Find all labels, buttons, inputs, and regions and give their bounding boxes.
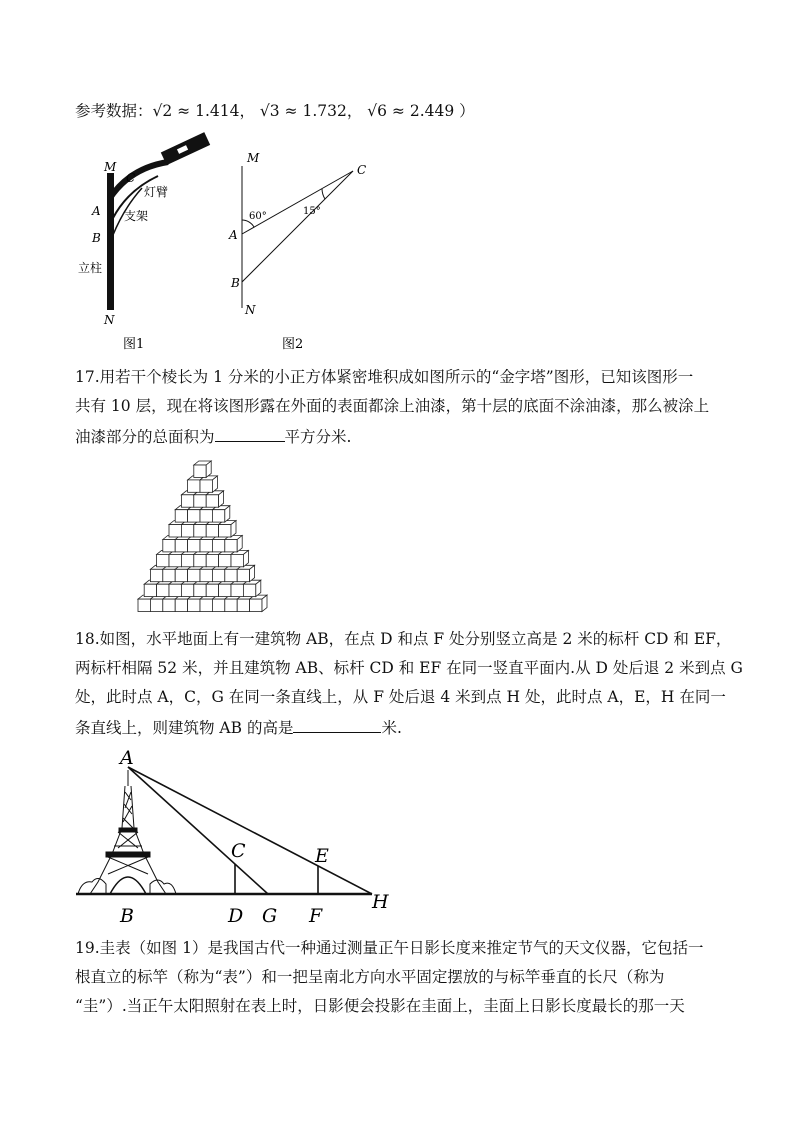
- q18-answer-blank: [293, 716, 381, 733]
- label-B: B: [231, 276, 240, 290]
- q18-text-after: 米.: [381, 719, 402, 737]
- cube: [212, 506, 229, 522]
- cube: [243, 580, 260, 596]
- pyramid-figure: [70, 448, 330, 618]
- label-angle-60: 60°: [249, 211, 267, 222]
- line-BC: [242, 171, 353, 282]
- caption-fig1: 图1: [123, 337, 145, 352]
- label-A: A: [120, 747, 134, 769]
- label-M: M: [247, 151, 260, 165]
- cube: [194, 461, 211, 477]
- cube: [237, 565, 254, 581]
- q19-line-3: “圭”）.当正午太阳照射在表上时，日影便会投影在圭面上，圭面上日影长度最长的那一天: [75, 997, 685, 1015]
- q17-text-before: 油漆部分的总面积为: [75, 428, 215, 446]
- label-bracket: 支架: [124, 209, 149, 223]
- q17-line-3: [75, 425, 735, 447]
- label-B: B: [120, 905, 134, 927]
- cube: [231, 550, 248, 566]
- q17-line-1: 17.用若干个棱长为 1 分米的小正方体紧密堆积成如图所示的“金字塔”图形，已知该图形一: [75, 368, 694, 386]
- caption-fig2: 图2: [282, 337, 304, 352]
- label-A: A: [92, 204, 101, 218]
- label-H: H: [372, 891, 389, 913]
- cube: [225, 536, 242, 552]
- q17-answer-blank: [215, 425, 285, 442]
- angle-arc-15: [322, 189, 325, 199]
- label-angle-15: 15°: [303, 206, 321, 217]
- lamp-head: [161, 132, 210, 165]
- q18-line-1: 18.如图，水平地面上有一建筑物 AB，在点 D 和点 F 处分别竖立高是 2 米的标杆 CD 和 EF，: [75, 630, 732, 648]
- label-C: C: [126, 171, 136, 185]
- q19-line-1: 19.圭表（如图 1）是我国古代一种通过测量正午日影长度来推定节气的天文仪器，它包括一: [75, 939, 704, 957]
- label-pole: 立柱: [78, 261, 103, 275]
- cube: [219, 521, 236, 537]
- label-D: D: [228, 905, 244, 927]
- q18-line-3: 处，此时点 A，C，G 在同一条直线上，从 F 处后退 4 米到点 H 处，此时点 A，E，H 在同一: [75, 688, 726, 706]
- figure-16-1: [70, 138, 220, 353]
- label-G: G: [262, 905, 278, 927]
- line-A-G: [128, 767, 268, 894]
- label-arm: 灯臂: [144, 185, 169, 199]
- label-A: A: [229, 228, 238, 242]
- q18-text-before: 条直线上，则建筑物 AB 的高是: [75, 719, 294, 737]
- reference-data: 参考数据：√2 ≈ 1.414， √3 ≈ 1.732， √6 ≈ 2.449 ）: [75, 102, 475, 120]
- cube: [250, 595, 267, 611]
- figure-16-2: [225, 148, 385, 353]
- tower-icon: [78, 770, 176, 894]
- q17-line-2: 共有 10 层，现在将该图形露在外面的表面都涂上油漆，第十层的底面不涂油漆，那么被涂上: [75, 397, 710, 415]
- q18-line-4: [75, 716, 735, 738]
- line-A-H: [128, 767, 372, 894]
- figure-18: [72, 742, 402, 927]
- cube: [200, 476, 217, 492]
- label-M: M: [104, 160, 117, 174]
- label-C: C: [357, 163, 367, 177]
- line-AC: [242, 171, 353, 234]
- label-N: N: [245, 303, 256, 317]
- label-E: E: [315, 845, 329, 867]
- cube: [206, 491, 223, 507]
- q17-text-after: 平方分米.: [284, 428, 352, 446]
- label-F: F: [309, 905, 323, 927]
- label-B: B: [92, 231, 101, 245]
- q18-line-2: 两标杆相隔 52 米，并且建筑物 AB、标杆 CD 和 EF 在同一竖直平面内.从 D 处后退 2 米到点 G: [75, 659, 743, 677]
- label-N: N: [104, 313, 115, 327]
- label-C: C: [231, 840, 246, 862]
- q19-line-2: 根直立的标竿（称为“表”）和一把呈南北方向水平固定摆放的与标竿垂直的长尺（称为: [75, 968, 665, 986]
